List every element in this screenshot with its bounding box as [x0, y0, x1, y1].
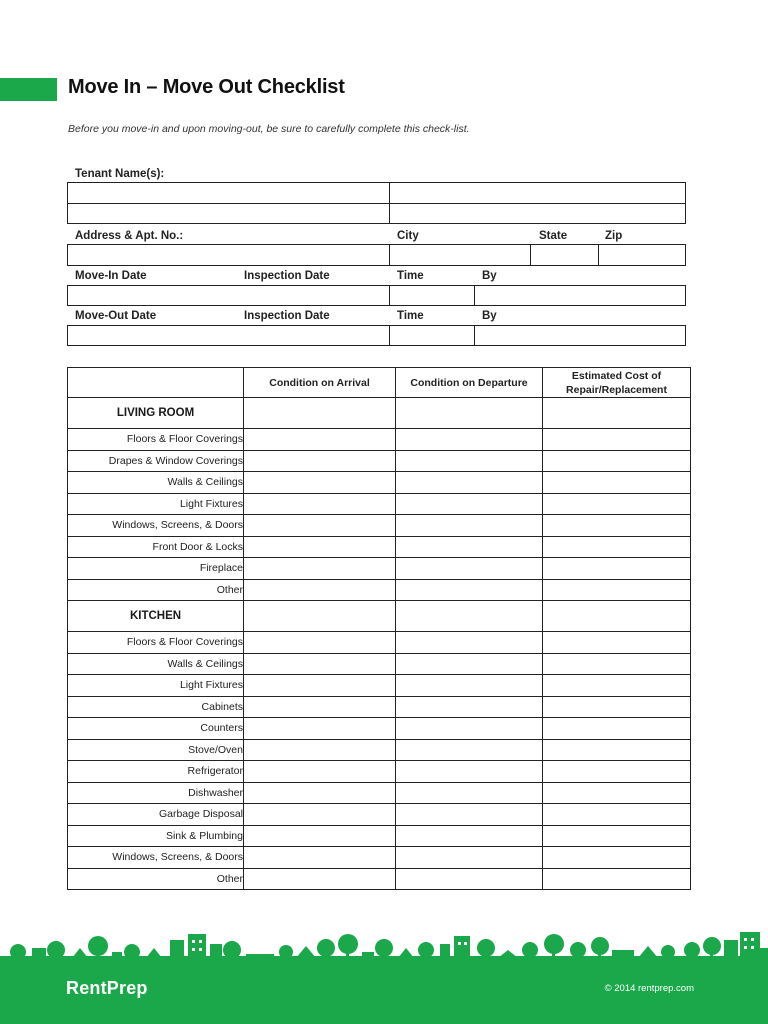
table-row	[68, 804, 691, 826]
section-title: KITCHEN	[68, 601, 244, 632]
table-row	[68, 579, 691, 601]
item-label: Walls & Ceilings	[68, 653, 244, 675]
table-row	[68, 782, 691, 804]
table-row	[68, 868, 691, 890]
section-cell[interactable]	[396, 398, 543, 429]
arrival-cell[interactable]	[244, 782, 396, 804]
cost-cell[interactable]	[543, 515, 691, 537]
move-in-time-field[interactable]	[389, 285, 475, 306]
departure-cell[interactable]	[396, 847, 543, 869]
rentprep-logo[interactable]: RentPrep	[66, 978, 148, 998]
item-label: Floors & Floor Coverings	[68, 632, 244, 654]
departure-cell[interactable]	[396, 558, 543, 580]
table-row	[68, 696, 691, 718]
table-row	[68, 847, 691, 869]
accent-bar	[0, 78, 57, 101]
table-corner	[68, 368, 244, 398]
item-label: Windows, Screens, & Doors	[68, 847, 244, 869]
departure-cell[interactable]	[396, 696, 543, 718]
section-cell[interactable]	[543, 601, 691, 632]
tenant-label: Tenant Name(s):	[75, 168, 165, 180]
move-in-inspection-label: Inspection Date	[244, 270, 330, 282]
departure-cell[interactable]	[396, 761, 543, 783]
table-row	[68, 653, 691, 675]
departure-cell[interactable]	[396, 536, 543, 558]
move-out-by-field[interactable]	[474, 325, 686, 346]
arrival-cell[interactable]	[244, 761, 396, 783]
table-row	[68, 450, 691, 472]
arrival-cell[interactable]	[244, 739, 396, 761]
table-row	[68, 718, 691, 740]
state-label: State	[539, 230, 568, 242]
arrival-cell[interactable]	[244, 558, 396, 580]
cost-cell[interactable]	[543, 632, 691, 654]
arrival-cell[interactable]	[244, 825, 396, 847]
cost-cell[interactable]	[543, 579, 691, 601]
section-cell[interactable]	[396, 601, 543, 632]
tenant-field-4[interactable]	[389, 203, 686, 224]
item-label: Front Door & Locks	[68, 536, 244, 558]
col-estimated-cost-line2: Repair/Replacement	[566, 383, 667, 396]
item-label: Stove/Oven	[68, 739, 244, 761]
cost-cell[interactable]	[543, 493, 691, 515]
city-label: City	[397, 230, 419, 242]
item-label: Drapes & Window Coverings	[68, 450, 244, 472]
departure-cell[interactable]	[396, 632, 543, 654]
section-title: LIVING ROOM	[68, 398, 244, 429]
item-label: Cabinets	[68, 696, 244, 718]
section-row	[68, 601, 691, 632]
table-row	[68, 493, 691, 515]
item-label: Windows, Screens, & Doors	[68, 515, 244, 537]
col-estimated-cost-line1: Estimated Cost of	[571, 369, 662, 382]
table-row	[68, 515, 691, 537]
cost-cell[interactable]	[543, 847, 691, 869]
departure-cell[interactable]	[396, 515, 543, 537]
arrival-cell[interactable]	[244, 632, 396, 654]
cost-cell[interactable]	[543, 558, 691, 580]
departure-cell[interactable]	[396, 739, 543, 761]
table-row	[68, 632, 691, 654]
col-condition-arrival: Condition on Arrival	[244, 368, 396, 398]
page-subtitle: Before you move-in and upon moving-out, be sure to carefully complete this check-list.	[68, 123, 470, 135]
city-skyline-illustration	[0, 930, 768, 970]
item-label: Other	[68, 579, 244, 601]
move-out-time-label: Time	[397, 310, 424, 322]
tenant-field-2[interactable]	[389, 182, 686, 204]
departure-cell[interactable]	[396, 450, 543, 472]
departure-cell[interactable]	[396, 718, 543, 740]
table-row	[68, 536, 691, 558]
table-row	[68, 429, 691, 451]
arrival-cell[interactable]	[244, 804, 396, 826]
item-label: Other	[68, 868, 244, 890]
move-in-label: Move-In Date	[75, 270, 147, 282]
move-in-by-label: By	[482, 270, 497, 282]
cost-cell[interactable]	[543, 450, 691, 472]
departure-cell[interactable]	[396, 579, 543, 601]
arrival-cell[interactable]	[244, 847, 396, 869]
cost-cell[interactable]	[543, 472, 691, 494]
col-condition-departure: Condition on Departure	[396, 368, 543, 398]
cost-cell[interactable]	[543, 536, 691, 558]
table-row	[68, 825, 691, 847]
arrival-cell[interactable]	[244, 450, 396, 472]
departure-cell[interactable]	[396, 472, 543, 494]
cost-cell[interactable]	[543, 718, 691, 740]
arrival-cell[interactable]	[244, 653, 396, 675]
move-in-date-field[interactable]	[67, 285, 390, 306]
item-label: Light Fixtures	[68, 493, 244, 515]
section-cell[interactable]	[543, 398, 691, 429]
item-label: Fireplace	[68, 558, 244, 580]
table-row	[68, 558, 691, 580]
arrival-cell[interactable]	[244, 536, 396, 558]
item-label: Sink & Plumbing	[68, 825, 244, 847]
address-field[interactable]	[67, 244, 390, 266]
copyright-text: © 2014 rentprep.com	[604, 983, 694, 994]
item-label: Counters	[68, 718, 244, 740]
city-field[interactable]	[389, 244, 531, 266]
checklist-table	[67, 367, 691, 890]
cost-cell[interactable]	[543, 804, 691, 826]
move-out-date-field[interactable]	[67, 325, 390, 346]
cost-cell[interactable]	[543, 696, 691, 718]
address-label: Address & Apt. No.:	[75, 230, 184, 242]
cost-cell[interactable]	[543, 868, 691, 890]
arrival-cell[interactable]	[244, 868, 396, 890]
departure-cell[interactable]	[396, 675, 543, 697]
arrival-cell[interactable]	[244, 429, 396, 451]
section-cell[interactable]	[244, 398, 396, 429]
item-label: Floors & Floor Coverings	[68, 429, 244, 451]
move-out-label: Move-Out Date	[75, 310, 157, 322]
move-out-by-label: By	[482, 310, 497, 322]
table-row	[68, 761, 691, 783]
cost-cell[interactable]	[543, 782, 691, 804]
cost-cell[interactable]	[543, 429, 691, 451]
section-row	[68, 398, 691, 429]
item-label: Dishwasher	[68, 782, 244, 804]
arrival-cell[interactable]	[244, 696, 396, 718]
table-row	[68, 472, 691, 494]
departure-cell[interactable]	[396, 493, 543, 515]
departure-cell[interactable]	[396, 782, 543, 804]
move-out-time-field[interactable]	[389, 325, 475, 346]
arrival-cell[interactable]	[244, 718, 396, 740]
arrival-cell[interactable]	[244, 579, 396, 601]
cost-cell[interactable]	[543, 739, 691, 761]
section-cell[interactable]	[244, 601, 396, 632]
cost-cell[interactable]	[543, 653, 691, 675]
cost-cell[interactable]	[543, 825, 691, 847]
item-label: Light Fixtures	[68, 675, 244, 697]
arrival-cell[interactable]	[244, 472, 396, 494]
col-estimated-cost	[543, 368, 691, 398]
item-label: Garbage Disposal	[68, 804, 244, 826]
page-title: Move In – Move Out Checklist	[68, 76, 345, 98]
tenant-field-3[interactable]	[67, 203, 390, 224]
departure-cell[interactable]	[396, 804, 543, 826]
move-in-time-label: Time	[397, 270, 424, 282]
arrival-cell[interactable]	[244, 493, 396, 515]
cost-cell[interactable]	[543, 675, 691, 697]
departure-cell[interactable]	[396, 868, 543, 890]
table-row	[68, 739, 691, 761]
cost-cell[interactable]	[543, 761, 691, 783]
table-row	[68, 675, 691, 697]
item-label: Refrigerator	[68, 761, 244, 783]
move-out-inspection-label: Inspection Date	[244, 310, 330, 322]
tenant-field-1[interactable]	[67, 182, 390, 204]
item-label: Walls & Ceilings	[68, 472, 244, 494]
state-field[interactable]	[530, 244, 599, 266]
departure-cell[interactable]	[396, 825, 543, 847]
departure-cell[interactable]	[396, 429, 543, 451]
arrival-cell[interactable]	[244, 515, 396, 537]
arrival-cell[interactable]	[244, 675, 396, 697]
zip-field[interactable]	[598, 244, 686, 266]
zip-label: Zip	[605, 230, 623, 242]
departure-cell[interactable]	[396, 653, 543, 675]
move-in-by-field[interactable]	[474, 285, 686, 306]
